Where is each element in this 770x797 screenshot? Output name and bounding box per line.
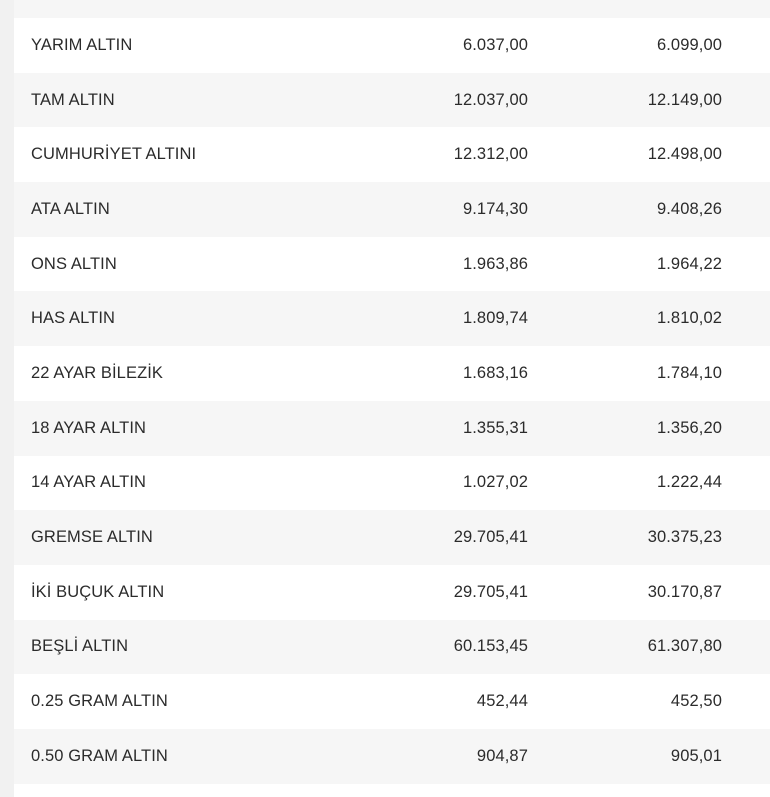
table-row <box>14 729 770 784</box>
table-row <box>14 127 770 182</box>
sell-price-cell: 30.375,23 <box>647 528 722 547</box>
buy-price-cell: 1.963,86 <box>462 254 528 273</box>
left-edge-strip <box>0 0 14 797</box>
gold-type-cell: 22 AYAR BİLEZİK <box>31 363 164 382</box>
gold-type-cell: 0.50 GRAM ALTIN <box>31 746 168 765</box>
gold-type-cell: YARIM ALTIN <box>31 35 133 54</box>
buy-price-cell: 60.153,45 <box>453 637 528 656</box>
sell-price-cell: 12.498,00 <box>647 145 722 164</box>
gold-type-cell: CUMHURİYET ALTINI <box>31 145 197 164</box>
table-row <box>14 18 770 73</box>
table-row-partial-bottom <box>14 784 770 797</box>
buy-price-cell: 6.037,00 <box>462 35 528 54</box>
gold-type-cell: 14 AYAR ALTIN <box>31 473 147 492</box>
gold-type-cell: İKİ BUÇUK ALTIN <box>31 582 165 601</box>
buy-price-cell: 1.355,31 <box>462 418 528 437</box>
sell-price-cell: 1.784,10 <box>656 363 722 382</box>
table-row <box>14 346 770 401</box>
gold-type-cell: ONS ALTIN <box>31 254 117 273</box>
gold-type-cell: 18 AYAR ALTIN <box>31 418 147 437</box>
gold-type-cell: HAS ALTIN <box>31 309 116 328</box>
buy-price-cell: 9.174,30 <box>462 199 528 218</box>
table-row <box>14 182 770 237</box>
gold-type-cell: ATA ALTIN <box>31 199 110 218</box>
buy-price-cell: 29.705,41 <box>453 582 528 601</box>
table-row <box>14 73 770 128</box>
table-row <box>14 565 770 620</box>
gold-price-table <box>14 0 770 797</box>
buy-price-cell: 1.027,02 <box>462 473 528 492</box>
buy-price-cell: 1.809,74 <box>462 309 528 328</box>
sell-price-cell: 1.964,22 <box>656 254 722 273</box>
gold-type-cell: BEŞLİ ALTIN <box>31 637 129 656</box>
sell-price-cell: 12.149,00 <box>647 90 722 109</box>
gold-type-cell: 0.25 GRAM ALTIN <box>31 692 168 711</box>
table-row <box>14 401 770 456</box>
sell-price-cell: 9.408,26 <box>656 199 722 218</box>
buy-price-cell: 12.312,00 <box>453 145 528 164</box>
table-row <box>14 510 770 565</box>
table-row <box>14 456 770 511</box>
sell-price-cell: 1.810,02 <box>656 309 722 328</box>
sell-price-cell: 1.222,44 <box>656 473 722 492</box>
sell-price-cell: 1.356,20 <box>656 418 722 437</box>
sell-price-cell: 905,01 <box>670 746 722 765</box>
buy-price-cell: 904,87 <box>476 746 528 765</box>
table-row <box>14 291 770 346</box>
sell-price-cell: 6.099,00 <box>656 35 722 54</box>
sell-price-cell: 61.307,80 <box>647 637 722 656</box>
sell-price-cell: 30.170,87 <box>647 582 722 601</box>
buy-price-cell: 452,44 <box>476 692 528 711</box>
buy-price-cell: 29.705,41 <box>453 528 528 547</box>
buy-price-cell: 12.037,00 <box>453 90 528 109</box>
sell-price-cell: 452,50 <box>670 692 722 711</box>
table-row <box>14 237 770 292</box>
buy-price-cell: 1.683,16 <box>462 363 528 382</box>
table-row <box>14 674 770 729</box>
table-row-partial-top <box>14 0 770 18</box>
gold-type-cell: GREMSE ALTIN <box>31 528 153 547</box>
table-row <box>14 620 770 675</box>
gold-type-cell: TAM ALTIN <box>31 90 115 109</box>
